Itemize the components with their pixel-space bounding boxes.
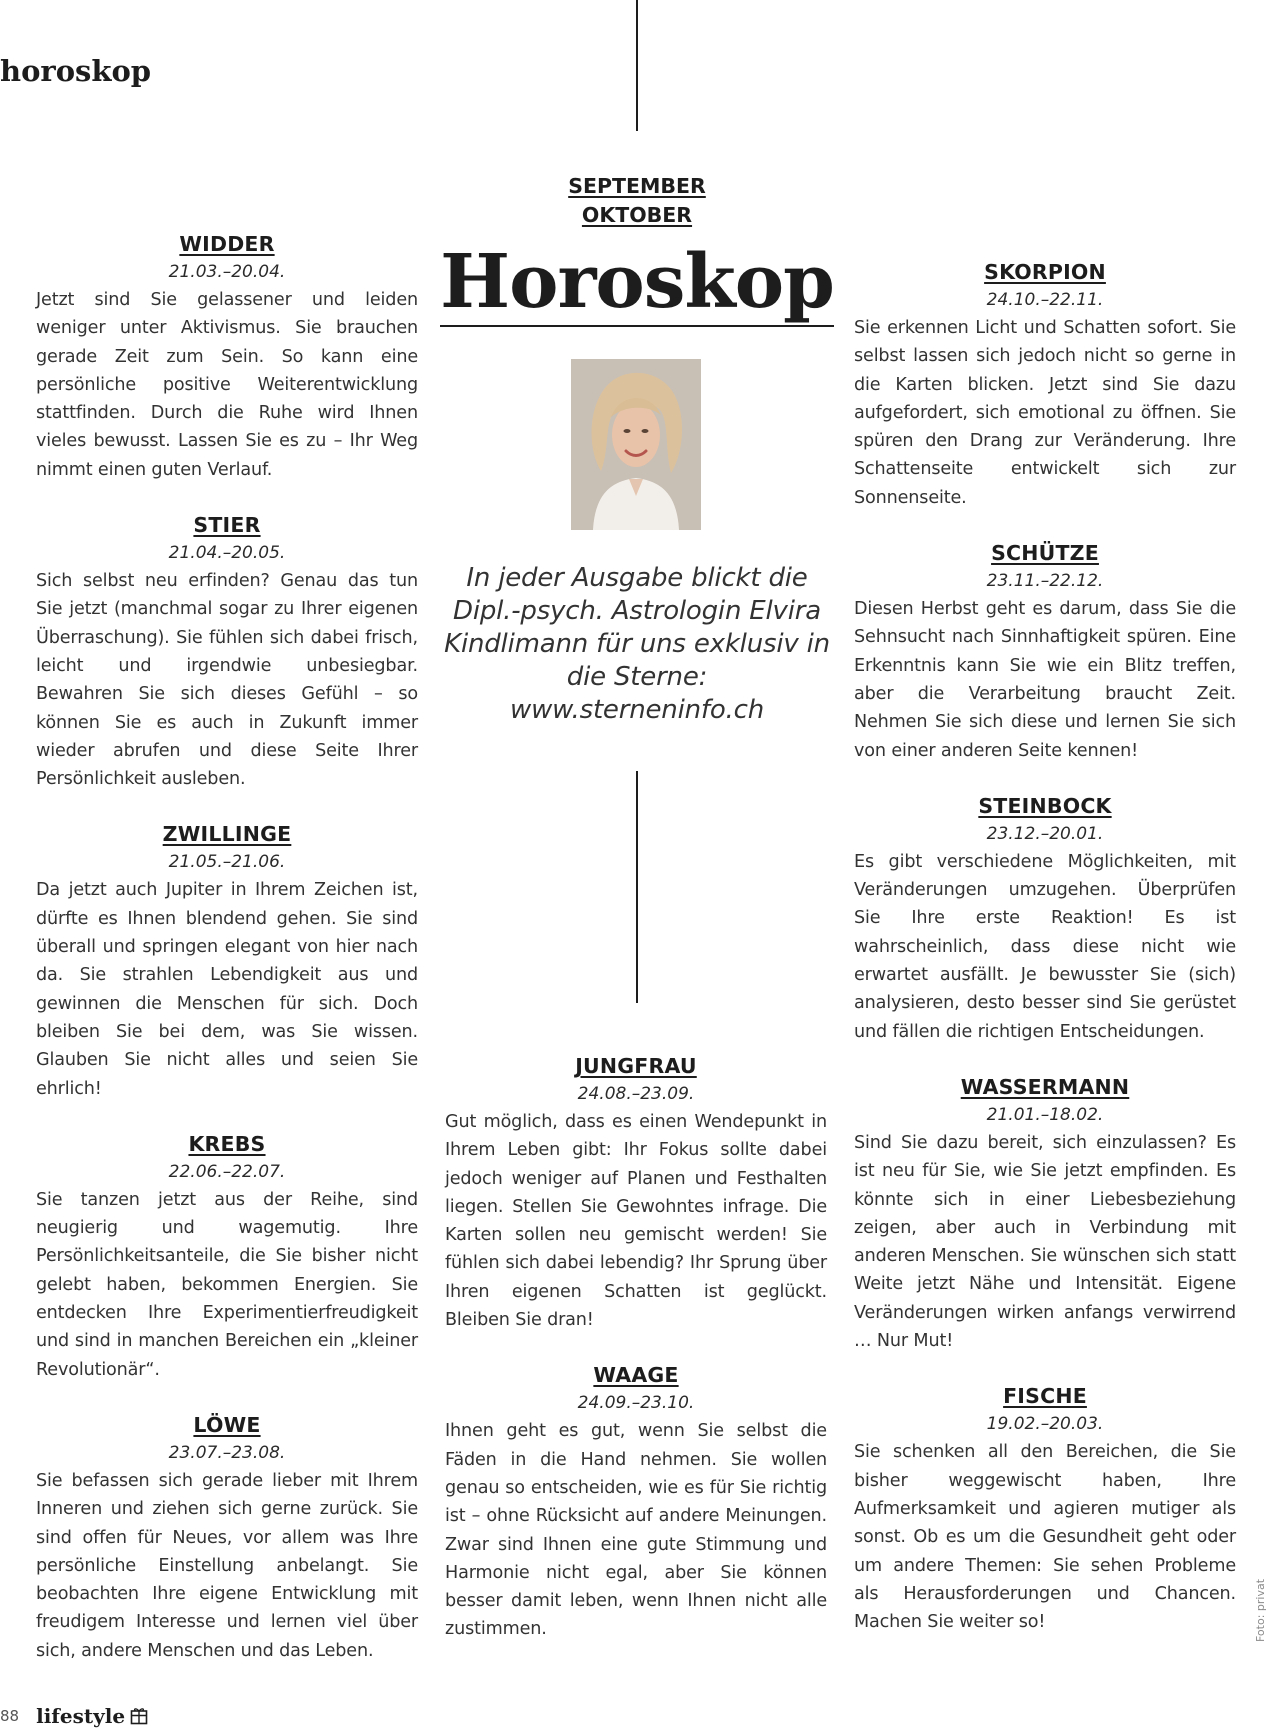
sign-dates: 24.08.–23.09. (577, 1084, 695, 1104)
sign-dates: 24.09.–23.10. (577, 1393, 695, 1414)
sign-dates: 21.03.–20.04. (168, 262, 286, 282)
brand-name: lifestyle (36, 1704, 126, 1728)
sign-name: STEINBOCK (978, 793, 1112, 818)
horoscope-entry-skorpion (854, 258, 1236, 512)
intro-text: In jeder Ausgabe blickt die Dipl.-psych. Astrologin Elvira Kindlimann für uns exklusiv in die Sterne: www.sterneninfo.ch (444, 563, 830, 725)
horoscope-entry-wassermann (854, 1073, 1236, 1355)
horoscope-entry-loewe (36, 1411, 418, 1665)
sign-name: ZWILLINGE (162, 822, 292, 847)
portrait-image (571, 359, 701, 530)
horoscope-entry-stier (36, 511, 418, 793)
sign-dates: 19.02.–20.03. (986, 1414, 1104, 1435)
horoscope-entry-krebs (36, 1130, 418, 1384)
sign-dates: 23.07.–23.08. (168, 1442, 286, 1463)
sign-name: LÖWE (193, 1412, 261, 1437)
sign-dates: 22.06.–22.07. (168, 1161, 286, 1182)
top-divider (636, 0, 638, 131)
sign-text: Sich selbst neu erfinden? Genau das tun Sie jetzt (manchmal sogar zu Ihrer eigenen Überraschung). Sie fühlen sich dabei frisch, leicht und irgendwie unbesiegbar. Bewahren Sie sich dieses Gefühl – so können Sie es auch in Zukunft immer wieder abrufen und diese Seite Ihrer Persönlichkeit ausleben. (36, 571, 418, 790)
sign-text: Sie befassen sich gerade lieber mit Ihrem Inneren und ziehen sich gerne zurück. Sie sind offen für Neues, vor allem was Ihre persönliche Einstellung anbelangt. Sie beobachten Ihre eigene Entwicklung mit freudigem Interesse und lernen viel über sich, andere Menschen und das Leben. (36, 1470, 418, 1661)
sign-name: JUNGFRAU (575, 1054, 697, 1078)
sign-dates: 23.12.–20.01. (986, 823, 1104, 844)
horoscope-entry-widder (36, 230, 418, 484)
page-title (440, 237, 834, 327)
sign-dates: 23.11.–22.12. (986, 571, 1104, 592)
horoscope-entry-waage (445, 1361, 827, 1643)
sign-text: Ihnen geht es gut, wenn Sie selbst die Fäden in die Hand nehmen. Sie wollen genau so entscheiden, wie es für Sie richtig ist – ohne Rücksicht auf andere Meinungen. Zwar sind Ihnen eine gute Stimmung und Harmonie nicht egal, aber Sie können besser damit leben, wenn Ihnen nicht alle zustimmen. (445, 1421, 827, 1640)
sign-text: Jetzt sind Sie gelassener und leiden weniger unter Aktivismus. Sie brauchen gerade Zeit zum Sein. So kann eine persönliche positive Weiterentwicklung stattfinden. Durch die Ruhe wird Ihnen vieles bewusst. Lassen Sie es zu – Ihr Weg nimmt einen guten Verlauf. (36, 290, 418, 480)
sign-text: Gut möglich, dass es einen Wendepunkt in Ihrem Leben gibt: Ihr Fokus sollte dabei jedoch weniger auf Planen und Festhalten liegen. Stellen Sie Gewohntes infrage. Die Karten sollen neu gemischt werden! Sie fühlen sich dabei lebendig? Ihr Sprung über Ihren eigenen Schatten ist geglückt. Bleiben Sie dran! (445, 1112, 827, 1331)
horoscope-entry-fische (854, 1382, 1236, 1636)
sign-text: Sind Sie dazu bereit, sich einzulassen? Es ist neu für Sie, wie Sie jetzt empfinden. Es könnte sich in einer Liebesbeziehung zeigen, aber auch in Verbindung mit anderen Menschen. Sie wünschen sich statt Weite jetzt Nähe und Intensität. Eigene Veränderungen wirken anfangs verwirrend … Nur Mut! (854, 1132, 1236, 1352)
section-label: horoskop (0, 54, 152, 88)
sign-dates: 21.04.–20.05. (168, 543, 286, 564)
sign-name: WIDDER (179, 232, 275, 256)
sign-name: SCHÜTZE (991, 541, 1099, 566)
sign-dates: 21.05.–21.06. (168, 852, 286, 873)
sign-text: Es gibt verschiedene Möglichkeiten, mit Veränderungen umzugehen. Überprüfen Sie Ihre erste Reaktion! Es ist wahrscheinlich, dass diese nicht wie erwartet ausfällt. Je bewusster Sie (sich) analysieren, desto besser sind Sie gerüstet und fällen die richtigen Entscheidungen. (854, 851, 1236, 1042)
sign-name: KREBS (188, 1131, 266, 1156)
page-title-text: Horoskop (440, 239, 834, 325)
sign-dates: 24.10.–22.11. (986, 290, 1104, 310)
middle-divider (636, 771, 638, 1003)
kicker-month-1: SEPTEMBER (568, 174, 706, 198)
sign-text: Da jetzt auch Jupiter in Ihrem Zeichen ist, dürfte es Ihnen blendend gehen. Sie sind überall und springen elegant von hier nach da. Sie strahlen Lebendigkeit aus und gewinnen die Menschen für sich. Doch bleiben Sie bei dem, was Sie wissen. Glauben Sie nicht alles und seien Sie ehrlich! (36, 880, 418, 1099)
horoscope-entry-steinbock (854, 792, 1236, 1046)
kicker-month-2: OKTOBER (581, 203, 693, 227)
horoscope-entry-schuetze (854, 539, 1236, 765)
gift-icon (130, 1707, 148, 1725)
issue-kicker (500, 172, 774, 230)
sign-name: STIER (193, 513, 261, 538)
page-number: 88 (0, 1707, 20, 1725)
right-column (854, 258, 1236, 1663)
left-column (36, 230, 418, 1692)
horoscope-entry-jungfrau (445, 1052, 827, 1334)
sign-name: FISCHE (1003, 1384, 1087, 1409)
horoscope-entry-zwillinge (36, 820, 418, 1102)
sign-text: Sie erkennen Licht und Schatten sofort. Sie selbst lassen sich jedoch nicht so gerne in die Karten blicken. Jetzt sind Sie dazu aufgefordert, sich emotional zu öffnen. Sie spüren den Drang zur Veränderung. Ihre Schattenseite entwickelt sich zur Sonnenseite. (854, 318, 1236, 508)
sign-text: Sie tanzen jetzt aus der Reihe, sind neugierig und wagemutig. Ihre Persönlichkeitsanteile, die Sie bisher nicht gelebt haben, bekommen Energien. Sie entdecken Ihre Experimentierfreudigkeit und sind in manchen Bereichen ein „kleiner Revolutionär“. (36, 1189, 418, 1380)
astrologer-portrait (571, 359, 701, 530)
sign-name: WASSERMANN (960, 1074, 1130, 1099)
sign-text: Sie schenken all den Bereichen, die Sie bisher weggewischt haben, Ihre Aufmerksamkeit und agieren mutiger als sonst. Ob es um die Gesundheit geht oder um andere Themen: Sie sehen Probleme als Herausforderungen und Chancen. Machen Sie weiter so! (854, 1442, 1236, 1633)
photo-credit: Foto: privat (1254, 1578, 1267, 1642)
page-footer (0, 1704, 148, 1728)
sign-name: WAAGE (593, 1363, 679, 1388)
sign-dates: 21.01.–18.02. (986, 1104, 1104, 1125)
sign-name: SKORPION (984, 260, 1106, 284)
sign-text: Diesen Herbst geht es darum, dass Sie die Sehnsucht nach Sinnhaftigkeit spüren. Eine Erkenntnis kann Sie wie ein Blitz treffen, aber die Verarbeitung braucht Zeit. Nehmen Sie sich diese und lernen Sie sich von einer anderen Seite kennen! (854, 599, 1236, 761)
middle-column (445, 1052, 827, 1671)
